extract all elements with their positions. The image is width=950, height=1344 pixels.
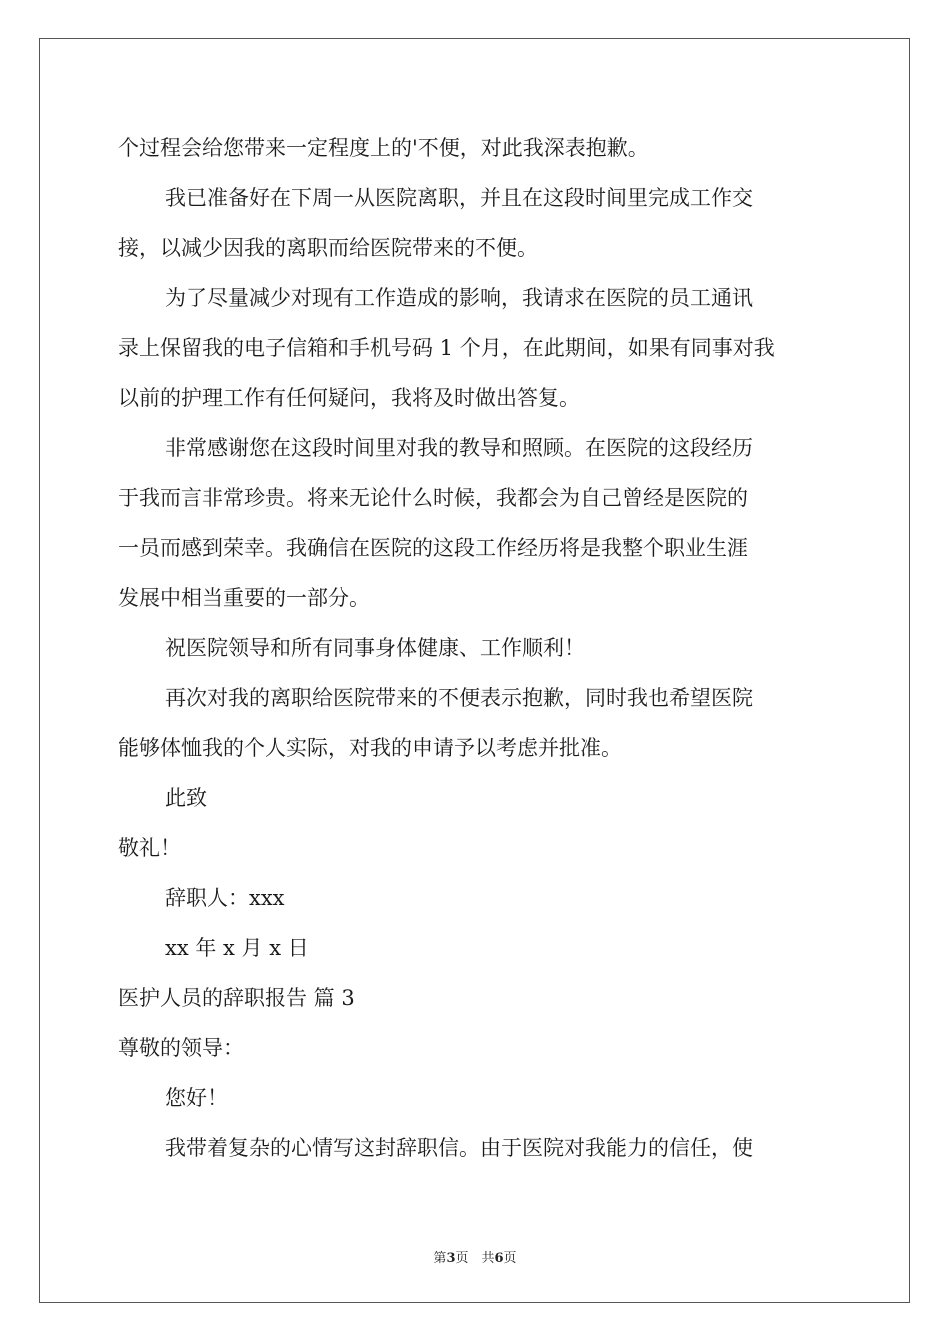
page-total: 6 — [494, 1251, 504, 1266]
paragraph-line: 祝医院领导和所有同事身体健康、工作顺利！ — [165, 636, 585, 660]
greeting-line: 尊敬的领导： — [118, 1036, 244, 1060]
date-line: xx 年 x 月 x 日 — [165, 936, 309, 960]
text-line: 发展中相当重要的一部分。 — [118, 586, 370, 610]
text-line: 能够体恤我的个人实际，对我的申请予以考虑并批准。 — [118, 736, 622, 760]
paragraph-line: 再次对我的离职给医院带来的不便表示抱歉，同时我也希望医院 — [165, 686, 753, 710]
page-current: 3 — [446, 1251, 456, 1266]
text-line: 接，以减少因我的离职而给医院带来的不便。 — [118, 236, 538, 260]
text-line: 一员而感到荣幸。我确信在医院的这段工作经历将是我整个职业生涯 — [118, 536, 748, 560]
page-prefix: 第 — [433, 1251, 447, 1266]
paragraph-line: 为了尽量减少对现有工作造成的影响，我请求在医院的员工通讯 — [165, 286, 753, 310]
text-line: 以前的护理工作有任何疑问，我将及时做出答复。 — [118, 386, 580, 410]
page-border — [39, 38, 910, 1303]
text-line: 于我而言非常珍贵。将来无论什么时候，我都会为自己曾经是医院的 — [118, 486, 748, 510]
text-line: 个过程会给您带来一定程度上的'不便，对此我深表抱歉。 — [118, 136, 649, 160]
page-mid: 页 共 — [455, 1251, 495, 1266]
page-suffix: 页 — [503, 1251, 517, 1266]
section-title: 医护人员的辞职报告 篇 3 — [118, 986, 355, 1010]
signature-line: 辞职人：xxx — [165, 886, 285, 910]
paragraph-line: 我已准备好在下周一从医院离职，并且在这段时间里完成工作交 — [165, 186, 753, 210]
paragraph-line: 非常感谢您在这段时间里对我的教导和照顾。在医院的这段经历 — [165, 436, 753, 460]
paragraph-line: 我带着复杂的心情写这封辞职信。由于医院对我能力的信任，使 — [165, 1136, 753, 1160]
salutation-line: 敬礼！ — [118, 836, 181, 860]
page-footer — [0, 1247, 950, 1266]
text-line: 录上保留我的电子信箱和手机号码 1 个月，在此期间，如果有同事对我 — [118, 336, 775, 360]
greeting-line: 您好！ — [165, 1086, 228, 1110]
closing-line: 此致 — [165, 786, 207, 810]
